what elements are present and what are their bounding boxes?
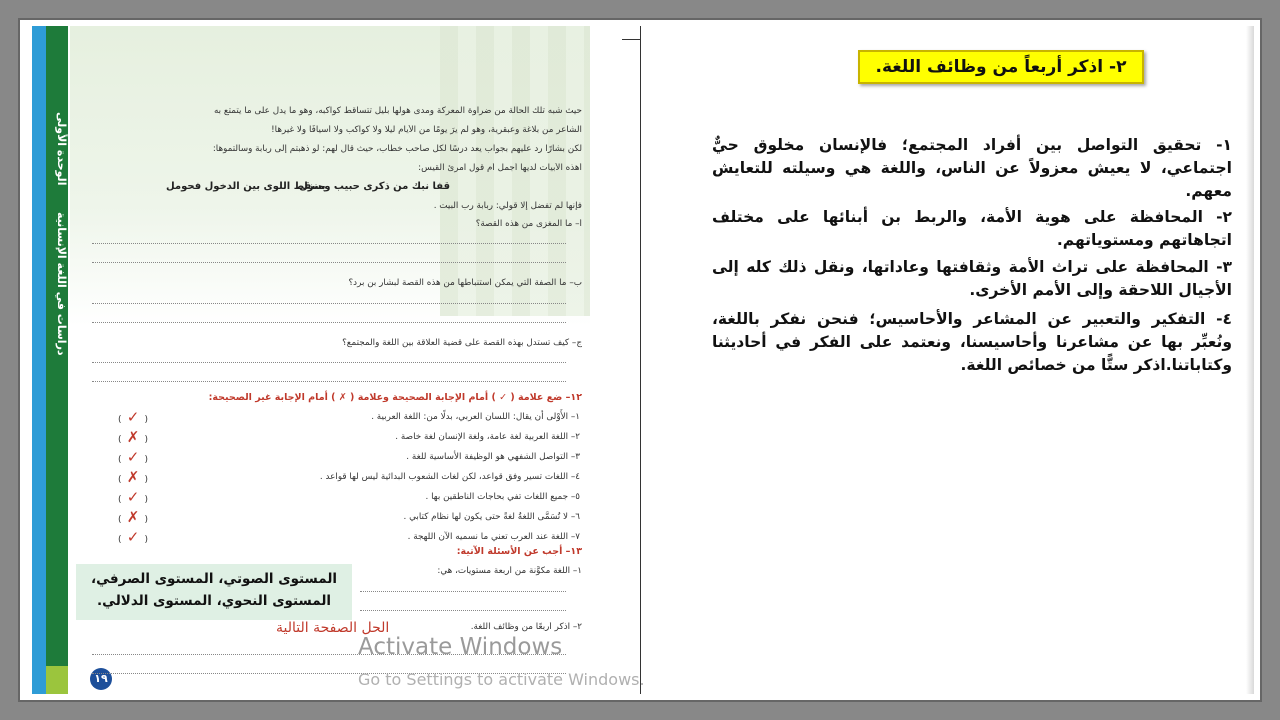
intro-line-2: الشاعر من بلاغة وعبقرية، وهو لم يرَ يومًا من الأيام ليلًا ولا كواكب ولا أسيافًا ولا غيرها! [271,125,582,135]
section-13-title: ١٣– أجب عن الأسئلة الآتية: [456,546,582,557]
answer-item-1: ١- تحقيق التواصل بين أفراد المجتمع؛ فالإنسان مخلوق حيٌّ اجتماعي، لا يعيش معزولاً عن الناس، واللغة هي وسيلته للتعايش معهم. [712,136,1232,200]
question-13-1: ١– اللغة مكوَّنة من أربعة مستويات، هي: [437,566,582,576]
tf-statement: ٢– اللغة العربية لغة عامة، ولغة الإنسان لغة خاصة . [395,432,580,442]
question-a: أ– ما المغزى من هذه القصة؟ [475,219,582,229]
tf-statement: ٥– جميع اللغات تفي بحاجات الناطقين بها . [425,492,580,502]
next-page-note: الحل الصفحة التالية [276,620,390,636]
question-title-highlight: ٢- اذكر أربعاً من وظائف اللغة. [858,50,1144,84]
tf-item [108,490,580,508]
document-frame [18,18,1262,702]
side-strip-blue [32,26,46,694]
chapter-label: دراسات في اللغة الإنسانية [55,211,68,356]
answer-dotted-line [360,591,566,592]
answer-dotted-line [92,243,566,244]
handwritten-answer-box [76,564,352,620]
unit-label: الوحدة الأولى [55,112,68,186]
verse-first-hemistich: قفا نبك من ذكرى حبيب ومنزل [299,181,450,192]
tf-statement: ٦– لا تُسَمَّى اللغةُ لغةً حتى يكون لها نظام كتابي . [403,512,580,522]
answer-mark: ( ✓ ) [117,408,149,426]
answer-dotted-line [92,381,566,382]
answer-dotted-line [92,322,566,323]
section-12-title: ١٢– ضع علامة ( ✓ ) أمام الإجابة الصحيحة وعلامة ( ✗ ) أمام الإجابة غير الصحيحة: [208,392,582,403]
intro-line-4: أهذه الأبيات لديها أجمل أم قول امرئ القيس: [418,163,582,173]
page-number: ١٩ [90,668,112,690]
answer-line-1: المستوى الصوتي، المستوى الصرفي، [90,571,338,587]
answer-item-4: ٤- التفكير والتعبير عن المشاعر والأحاسيس؛ فنحن نفكر باللغة، ونُعبِّر بها عن مشاعرنا وأحاسيسنا، ونعتمد على الفكر في أحاديثنا وكتاباتنا.اذكر ستًّا من خصائص اللغة. [712,310,1232,374]
activate-windows-subtitle: Go to Settings to activate Windows. [358,670,645,689]
after-verse-line: فإنها لم تفضل إلا قولي: ربابة رب البيت . [433,201,582,211]
answer-mark: ( ✓ ) [117,448,149,466]
tf-item [108,430,580,448]
answer-dotted-line [92,262,566,263]
activate-windows-title: Activate Windows [358,634,563,660]
left-textbook-page [30,26,620,694]
page-divider [640,26,641,694]
spine-tick [622,39,640,40]
answer-dotted-line [360,610,566,611]
tf-statement: ٣– التواصل الشفهي هو الوظيفة الأساسية للغة . [406,452,580,462]
answer-dotted-line [92,362,566,363]
verse-second-hemistich: بسقط اللوى بين الدخول فحومل [166,181,326,192]
tf-item [108,450,580,468]
question-c: ج– كيف تستدل بهذه القصة على قضية العلاقة بين اللغة والمجتمع؟ [342,338,582,348]
side-strip-lime [46,666,68,694]
intro-line-1: حيث شبه تلك الحالة من ضراوة المعركة ومدى هولها بليل تتساقط كواكبه، وهو ما يدل على ما يتمتع به [213,106,582,116]
tf-item [108,510,580,528]
question-b: ب– ما الصفة التي يمكن استنباطها من هذه القصة لبشار بن برد؟ [348,278,582,288]
intro-line-3: لكن بشارًا رد عليهم بجواب يعد درسًا لكل صاحب خطاب، حيث قال لهم: لو ذهبتم إلى ربابة وسألتموها: [212,144,582,154]
tf-statement: ٧– اللغة عند العرب تعني ما نسميه الآن اللهجة . [407,532,580,542]
answer-mark: ( ✓ ) [117,488,149,506]
tf-item [108,410,580,428]
page-edge-shadow [1246,26,1254,694]
answer-mark: ( ✓ ) [117,528,149,546]
answer-item-3: ٣- المحافظة على تراث الأمة وثقافتها وعاداتها، ونقل ذلك كله إلى الأجيال اللاحقة وإلى الأمم الأخرى. [712,258,1232,299]
answer-mark: ( ✗ ) [117,468,149,486]
answer-dotted-line [92,303,566,304]
tf-statement: ١– الأَوْلى أن يقال: اللسان العربي، بدلًا من: اللغة العربية . [371,412,580,422]
answer-line-2: المستوى النحوي، المستوى الدلالي. [96,593,332,609]
answer-mark: ( ✗ ) [117,428,149,446]
tf-statement: ٤– اللغات تسير وفق قواعد، لكن لغات الشعوب البدائية ليس لها قواعد . [319,472,580,482]
right-answer-page [642,26,1254,694]
answer-mark: ( ✗ ) [117,508,149,526]
answer-item-2: ٢- المحافظة على هوية الأمة، والربط بن أبنائها على مختلف اتجاهاتهم ومستوياتهم. [712,208,1232,249]
tf-item [108,470,580,488]
question-13-2: ٢– اذكر أربعًا من وظائف اللغة. [470,622,582,632]
